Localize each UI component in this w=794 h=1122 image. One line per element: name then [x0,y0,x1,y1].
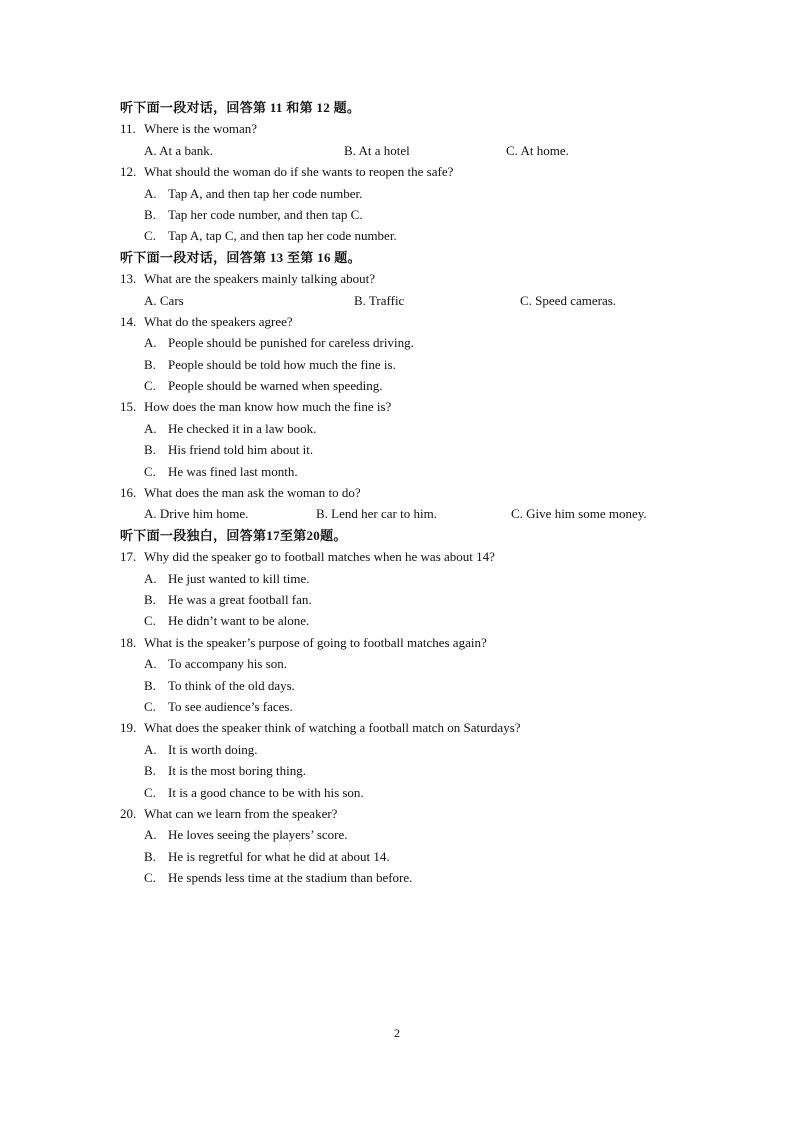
option-text: Tap A, tap C, and then tap her code number. [168,228,397,244]
option-letter: C. [144,378,156,394]
question-text: Why did the speaker go to football matches when he was about 14? [144,549,495,565]
question-text: What can we learn from the speaker? [144,805,338,821]
option-letter: B. [144,848,156,864]
section-heading: 听下面一段独白，回答第17至第20题。 [120,527,347,543]
options-row [120,503,680,524]
option-text: People should be told how much the fine is. [168,356,396,372]
option-a: A. Cars [144,292,184,308]
option-letter: B. [144,442,156,458]
question-13 [120,268,680,289]
question-text: How does the man know how much the fine is? [144,399,392,415]
option-letter: B. [144,356,156,372]
option-c [120,696,680,717]
option-b [120,760,680,781]
question-12 [120,161,680,182]
option-letter: C. [144,698,156,714]
option-b [120,354,680,375]
option-c: C. Give him some money. [511,506,647,522]
option-a [120,739,680,760]
option-text: He spends less time at the stadium than before. [168,870,413,886]
option-a: A. Drive him home. [144,506,249,522]
option-c: C. At home. [506,142,569,158]
option-b [120,204,680,225]
option-c [120,225,680,246]
options-row [120,290,680,311]
question-text: What is the speaker’s purpose of going to football matches again? [144,634,487,650]
question-number: 18. [120,634,137,650]
section-heading: 听下面一段对话，回答第 11 和第 12 题。 [120,100,361,115]
option-letter: B. [144,763,156,779]
question-number: 16. [120,485,137,501]
option-letter: A. [144,741,157,757]
question-17 [120,546,680,567]
option-text: His friend told him about it. [168,442,314,458]
question-text: What does the man ask the woman to do? [144,485,361,501]
option-letter: A. [144,570,157,586]
question-number: 12. [120,164,137,180]
option-b: B. Traffic [354,292,405,308]
option-text: People should be punished for careless driving. [168,335,414,351]
option-text: It is a good chance to be with his son. [168,784,364,800]
option-letter: C. [144,228,156,244]
option-a [120,824,680,845]
option-a [120,653,680,674]
question-text: What does the speaker think of watching a football match on Saturdays? [144,720,521,736]
question-14 [120,311,680,332]
option-b: B. Lend her car to him. [316,506,437,522]
question-11 [120,118,680,139]
option-text: To think of the old days. [168,677,295,693]
question-number: 19. [120,720,137,736]
question-text: What do the speakers agree? [144,313,293,329]
option-text: It is worth doing. [168,741,258,757]
option-letter: A. [144,656,157,672]
option-a [120,332,680,353]
option-c: C. Speed cameras. [520,292,617,308]
question-19 [120,717,680,738]
question-list [120,97,680,888]
options-row [120,140,680,161]
question-text: Where is the woman? [144,121,257,137]
option-b [120,439,680,460]
option-text: To see audience’s faces. [168,698,293,714]
option-letter: A. [144,420,157,436]
question-18 [120,632,680,653]
option-letter: B. [144,677,156,693]
option-text: He is regretful for what he did at about 14. [168,848,390,864]
option-letter: A. [144,335,157,351]
option-text: He was fined last month. [168,463,298,479]
option-a [120,568,680,589]
question-number: 15. [120,399,137,415]
option-text: He didn’t want to be alone. [168,613,310,629]
option-text: He just wanted to kill time. [168,570,310,586]
option-b [120,675,680,696]
option-a [120,183,680,204]
option-c [120,782,680,803]
question-16 [120,482,680,503]
option-letter: A. [144,185,157,201]
question-number: 17. [120,549,137,565]
option-b [120,589,680,610]
option-letter: A. [144,827,157,843]
option-text: To accompany his son. [168,656,287,672]
option-a: A. At a bank. [144,142,213,158]
option-a [120,418,680,439]
option-c [120,375,680,396]
question-number: 11. [120,121,136,137]
question-20 [120,803,680,824]
option-text: People should be warned when speeding. [168,378,383,394]
question-number: 20. [120,805,137,821]
question-text: What should the woman do if she wants to reopen the safe? [144,164,454,180]
option-c [120,610,680,631]
option-text: It is the most boring thing. [168,763,306,779]
question-text: What are the speakers mainly talking about? [144,271,376,287]
question-number: 14. [120,313,137,329]
option-b: B. At a hotel [344,142,410,158]
section-heading: 听下面一段对话，回答第 13 至第 16 题。 [120,249,361,265]
option-text: Tap her code number, and then tap C. [168,206,363,222]
option-c [120,867,680,888]
question-15 [120,396,680,417]
option-text: He loves seeing the players’ score. [168,827,348,843]
option-letter: C. [144,784,156,800]
question-number: 13. [120,271,137,287]
option-letter: B. [144,206,156,222]
option-c [120,461,680,482]
page-number: 2 [394,1026,400,1040]
option-text: Tap A, and then tap her code number. [168,185,363,201]
option-text: He checked it in a law book. [168,420,317,436]
option-text: He was a great football fan. [168,591,312,607]
option-b [120,846,680,867]
option-letter: C. [144,613,156,629]
option-letter: C. [144,463,156,479]
option-letter: B. [144,591,156,607]
option-letter: C. [144,870,156,886]
